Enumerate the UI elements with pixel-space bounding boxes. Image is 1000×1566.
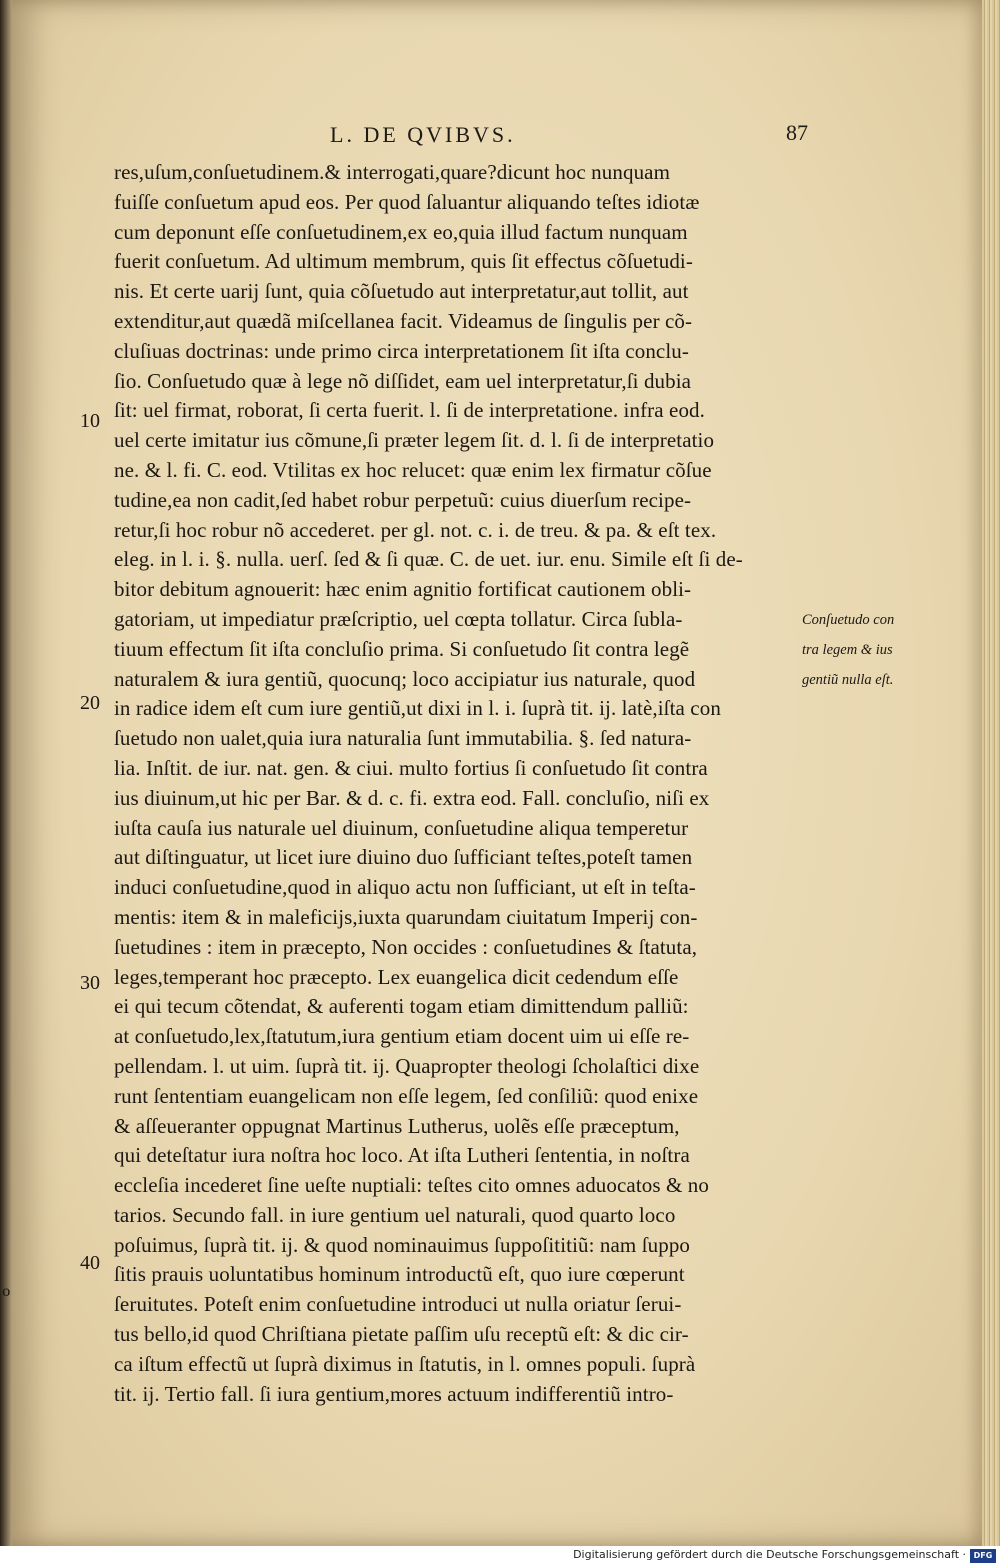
text-line: qui deteſtatur iura noſtra hoc loco. At iſta Lutheri ſententia, in noſtra bbox=[114, 1143, 690, 1168]
text-line: gatoriam, ut impediatur præſcriptio, uel cœpta tollatur. Circa ſubla- bbox=[114, 606, 683, 631]
text-line: mentis: item & in maleficijs,iuxta quarundam ciuitatum Imperij con- bbox=[114, 904, 698, 929]
margin-note-line: tra legem & ius bbox=[802, 641, 893, 658]
page-edges bbox=[982, 0, 1000, 1546]
text-line: eleg. in l. i. §. nulla. uerſ. ſed & ſi quæ. C. de uet. iur. enu. Simile eſt ſi de- bbox=[114, 547, 743, 572]
text-line: ius diuinum,ut hic per Bar. & d. c. fi. extra eod. Fall. concluſio, niſi ex bbox=[114, 785, 710, 810]
text-line: ne. & l. fi. C. eod. Vtilitas ex hoc relucet: quæ enim lex firmatur cõſue bbox=[114, 457, 712, 482]
page-number: 87 bbox=[786, 120, 808, 145]
text-line: res,uſum,conſuetudinem.& interrogati,quare?dicunt hoc nunquam bbox=[114, 160, 671, 184]
margin-note-line: gentiũ nulla eſt. bbox=[802, 671, 894, 688]
text-line: nis. Et certe uarij ſunt, quia cõſuetudo aut interpretatur,aut tollit, aut bbox=[114, 279, 689, 304]
running-head: L. DE QVIBVS. bbox=[330, 122, 516, 147]
text-line: lia. Inſtit. de iur. nat. gen. & ciui. multo fortius ſi conſuetudo ſit contra bbox=[114, 755, 708, 780]
text-line: runt ſententiam euangelicam non eſſe legem, ſed conſiliũ: quod enixe bbox=[114, 1083, 699, 1108]
text-line: iuſta cauſa ius naturale uel diuinum, conſuetudine aliqua temperetur bbox=[114, 815, 689, 840]
text-line: eccleſia incederet ſine ueſte nuptiali: teſtes cito omnes aduocatos & no bbox=[114, 1173, 709, 1198]
text-line: tit. ij. Tertio fall. ſi iura gentium,mores actuum indifferentiũ intro- bbox=[114, 1381, 674, 1406]
footer-credit: Digitalisierung gefördert durch die Deutsche Forschungsgemeinschaft · bbox=[573, 1548, 966, 1561]
text-line: cluſiuas doctrinas: unde primo circa interpretationem ſit iſta conclu- bbox=[114, 338, 689, 363]
line-number-30: 30 bbox=[80, 972, 100, 994]
text-line: cum deponunt eſſe conſuetudinem,ex eo,quia illud factum nunquam bbox=[114, 219, 688, 244]
text-line: ſitis prauis uoluntatibus hominum introductũ eſt, quo iure cœperunt bbox=[114, 1262, 685, 1287]
text-line: fuiſſe conſuetum apud eos. Per quod ſaluantur aliquando teſtes idiotæ bbox=[114, 189, 700, 214]
text-line: at conſuetudo,lex,ſtatutum,iura gentium etiam docent uim ui eſſe re- bbox=[114, 1024, 690, 1049]
text-line: ca iſtum effectũ ut ſuprà diximus in ſtatutis, in l. omnes populi. ſuprà bbox=[114, 1351, 696, 1376]
text-line: ſuetudines : item in præcepto, Non occides : conſuetudines & ſtatuta, bbox=[114, 934, 698, 959]
text-line: extenditur,aut quædã miſcellanea facit. Videamus de ſingulis per cõ- bbox=[114, 308, 693, 333]
text-line: induci conſuetudine,quod in aliquo actu non ſufficiant, ut eſt in teſta- bbox=[114, 875, 696, 900]
text-line: tarios. Secundo fall. in iure gentium uel naturali, quod quarto loco bbox=[114, 1202, 676, 1227]
margin-note-line: Conſuetudo con bbox=[802, 612, 895, 628]
text-line: fuerit conſuetum. Ad ultimum membrum, quis ſit effectus cõſuetudi- bbox=[114, 249, 693, 274]
line-number-20: 20 bbox=[80, 692, 100, 714]
footer-bar bbox=[0, 1546, 1000, 1566]
text-line: ſio. Conſuetudo quæ à lege nõ diſſidet, eam uel interpretatur,ſi dubia bbox=[114, 368, 692, 393]
text-line: pellendam. l. ut uim. ſuprà tit. ij. Quapropter theologi ſcholaſtici dixe bbox=[114, 1053, 700, 1078]
text-line: ſuetudo non ualet,quia iura naturalia ſunt immutabilia. §. ſed natura- bbox=[114, 726, 692, 751]
body-text bbox=[114, 158, 814, 1409]
text-line: ſit: uel firmat, roborat, ſi certa fuerit. l. ſi de interpretatione. infra eod. bbox=[114, 398, 706, 423]
text-line: tudine,ea non cadit,ſed habet robur perpetuũ: cuius diuerſum recipe- bbox=[114, 487, 692, 512]
text-line: leges,temperant hoc præcepto. Lex euangelica dicit cedendum eſſe bbox=[114, 964, 679, 989]
text-line: uel certe imitatur ius cõmune,ſi præter legem ſit. d. l. ſi de interpretatio bbox=[114, 428, 715, 453]
line-number-10: 10 bbox=[80, 410, 100, 432]
text-line: ſeruitutes. Poteſt enim conſuetudine introduci ut nulla oriatur ſerui- bbox=[114, 1292, 682, 1317]
text-line: & aſſeueranter oppugnat Martinus Lutherus, uolẽs eſſe præceptum, bbox=[114, 1113, 680, 1138]
line-number-40: 40 bbox=[80, 1252, 100, 1274]
text-line: tiuum effectum ſit iſta concluſio prima. Si conſuetudo ſit contra legẽ bbox=[114, 636, 690, 661]
text-line: in radice idem eſt cum iure gentiũ,ut dixi in l. i. ſuprà tit. ij. latè,iſta con bbox=[114, 696, 721, 721]
text-line: retur,ſi hoc robur nõ accederet. per gl. not. c. i. de treu. & pa. & eſt tex. bbox=[114, 517, 717, 542]
text-line: ei qui tecum cõtendat, & auferenti togam etiam dimittendum palliũ: bbox=[114, 994, 689, 1019]
margin-note bbox=[802, 606, 922, 695]
text-line: bitor debitum agnouerit: hæc enim agnitio fortificat cautionem obli- bbox=[114, 577, 692, 602]
text-line: tus bello,id quod Chriſtiana pietate paſſim uſu receptũ eſt: & dic cir- bbox=[114, 1322, 689, 1347]
stray-mark: o bbox=[2, 1284, 11, 1300]
text-line: poſuimus, ſuprà tit. ij. & quod nominauimus ſuppoſititiũ: nam ſuppo bbox=[114, 1232, 691, 1257]
text-line: aut diſtinguatur, ut licet iure diuino duo ſufficiant teſtes,poteſt tamen bbox=[114, 845, 693, 870]
dfg-logo-icon: DFG bbox=[970, 1549, 996, 1563]
text-line: naturalem & iura gentiũ, quocunq; loco accipiatur ius naturale, quod bbox=[114, 666, 696, 691]
